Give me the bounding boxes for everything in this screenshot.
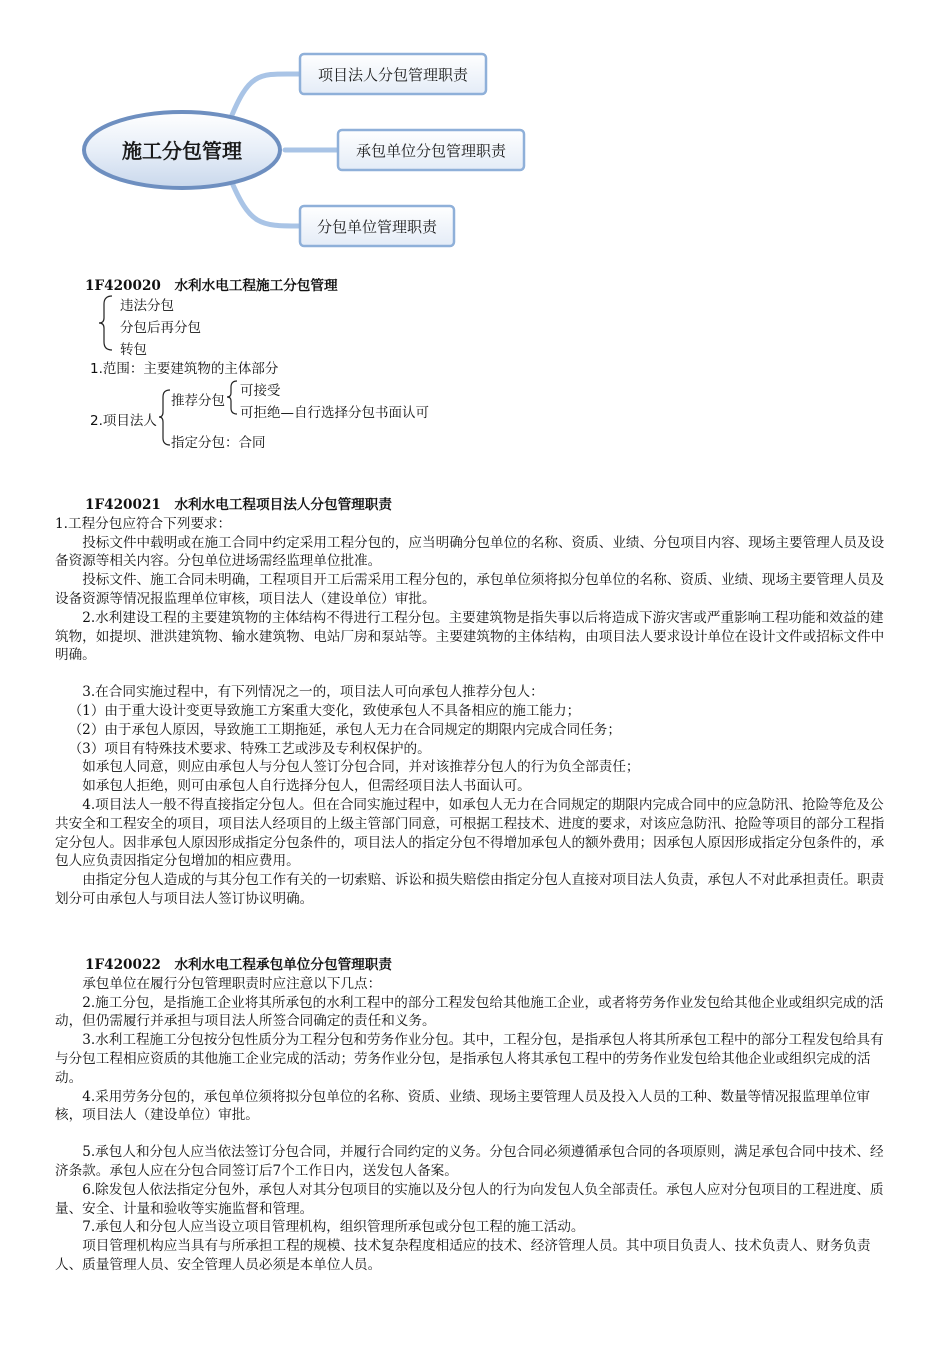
paragraph: 1.工程分包应符合下列要求： <box>55 515 232 532</box>
paragraph: （3）项目有特殊技术要求、特殊工艺或涉及专利权保护的。 <box>68 740 431 757</box>
paragraph: （1）由于重大设计变更导致施工方案重大变化，致使承包人不具备相应的施工能力； <box>68 702 581 719</box>
paragraph: 5.承包人和分包人应当依法签订分包合同，并履行合同约定的义务。分包合同必须遵循承包合同的各项原则，满足承包合同中技术、经济条款。承包人应在分包合同签订后7个工作日内，送发包人备案。 <box>55 1144 884 1179</box>
paragraph: 承包单位在履行分包管理职责时应注意以下几点： <box>82 975 382 992</box>
mindmap-center-node <box>84 112 280 188</box>
paragraph: 投标文件中载明或在施工合同中约定采用工程分包的，应当明确分包单位的名称、资质、业绩、分包项目内容、现场主要管理人员及设备资源等相关内容。分包单位进场需经监理单位批准。 <box>55 534 885 570</box>
tree-item-illegal: 转包 <box>120 342 147 358</box>
tree-item-illegal: 分包后再分包 <box>120 320 201 336</box>
paragraph: 如承包人拒绝，则可由承包人自行选择分包人，但需经项目法人书面认可。 <box>82 778 531 795</box>
section-1f420021 <box>55 496 897 909</box>
mindmap-branch-2 <box>338 130 524 170</box>
tree-item-recommend: 推荐分包 <box>171 393 225 409</box>
mindmap-branch-label: 项目法人分包管理职责 <box>317 66 469 84</box>
tree-item-illegal: 违法分包 <box>120 298 174 314</box>
tree-item-scope: 1.范围：主要建筑物的主体部分 <box>90 361 279 377</box>
mindmap-branch-1 <box>300 54 486 94</box>
paragraph: 2.施工分包，是指施工企业将其所承包的水利工程中的部分工程发包给其他施工企业，或者将劳务作业发包给其他企业或组织完成的活动，但仍需履行并承担与项目法人所签合同确定的责任和义务。 <box>55 994 884 1030</box>
section-title: 1F420021 水利水电工程项目法人分包管理职责 <box>85 497 392 513</box>
paragraph: 6.除发包人依法指定分包外，承包人对其分包项目的实施以及分包人的行为向发包人负全部责任。承包人应对分包项目的工程进度、质量、安全、计量和验收等实施监督和管理。 <box>55 1181 884 1217</box>
tree-item-designate: 指定分包：合同 <box>171 435 266 451</box>
mindmap-branch-3 <box>300 206 454 246</box>
mindmap-branch-label: 承包单位分包管理职责 <box>355 142 507 160</box>
mindmap-branch-label: 分包单位管理职责 <box>316 218 438 236</box>
paragraph: 2.水利建设工程的主要建筑物的主体结构不得进行工程分包。主要建筑物是指失事以后将造成下游灾害或严重影响工程功能和效益的建筑物，如提坝、泄洪建筑物、输水建筑物、电站厂房和泵站等。主要建筑物的主体结构，由项目法人要求设计单位在设计文件或招标文件中明确。 <box>55 609 885 664</box>
mindmap-center-label: 施工分包管理 <box>122 139 242 163</box>
paragraph: 由指定分包人造成的与其分包工作有关的一切索赔、诉讼和损失赔偿由指定分包人直接对项目法人负责，承包人不对此承担责任。职责划分可由承包人与项目法人签订协议明确。 <box>55 872 885 907</box>
tree-item-legal-person: 2.项目法人 <box>90 413 157 429</box>
paragraph: 3.在合同实施过程中，有下列情况之一的，项目法人可向承包人推荐分包人： <box>82 684 544 701</box>
paragraph: （2）由于承包人原因，导致施工工期拖延，承包人无力在合同规定的期限内完成合同任务； <box>68 721 621 738</box>
tree-item-recommend-accept: 可接受 <box>240 383 281 399</box>
tree-item-recommend-reject: 可拒绝—自行选择分包书面认可 <box>240 405 429 421</box>
brace-illegal <box>98 294 118 352</box>
paragraph: 如承包人同意，则应由承包人与分包人签订分包合同，并对该推荐分包人的行为负全部责任； <box>82 759 640 776</box>
brace-recommend <box>226 378 240 418</box>
mindmap-diagram <box>0 0 950 265</box>
paragraph: 3.水利工程施工分包按分包性质分为工程分包和劳务作业分包。其中，工程分包，是指承包人将其所承包工程中的部分工程发包给具有与分包工程相应资质的其他施工企业完成的活动；劳务作业分包，是指承包人将其承包工程中的劳务作业发包给其他企业或组织完成的活动。 <box>55 1032 884 1086</box>
section-1f420022 <box>55 956 897 1275</box>
paragraph: 项目管理机构应当具有与所承担工程的规模、技术复杂程度相适应的技术、经济管理人员。其中项目负责人、技术负责人、财务负责人、质量管理人员、安全管理人员必须是本单位人员。 <box>55 1238 871 1273</box>
paragraph: 4.采用劳务分包的，承包单位须将拟分包单位的名称、资质、业绩、现场主要管理人员及投入人员的工种、数量等情况报监理单位审核，项目法人（建设单位）审批。 <box>55 1088 870 1124</box>
mindmap <box>0 0 950 265</box>
section-title: 1F420022 水利水电工程承包单位分包管理职责 <box>85 957 392 973</box>
paragraph: 投标文件、施工合同未明确，工程项目开工后需采用工程分包的，承包单位须将拟分包单位的名称、资质、业绩、现场主要管理人员及设备资源等情况报监理单位审核，项目法人（建设单位）审批。 <box>55 572 885 607</box>
paragraph: 7.承包人和分包人应当设立项目管理机构，组织管理所承包或分包工程的施工活动。 <box>82 1219 585 1236</box>
paragraph: 4.项目法人一般不得直接指定分包人。但在合同实施过程中，如承包人无力在合同规定的期限内完成合同中的应急防汛、抢险等危及公共安全和工程安全的项目，项目法人经项目的上级主管部门同意，可根据工程技术、进度的要求，对该应急防汛、抢险等项目的部分工程指定分包人。因非承包人原因形成指定分包条件的，项目法人的指定分包不得增加承包人的额外费用；因承包人原因形成指定分包条件的，承包人应负责因指定分包增加的相应费用。 <box>55 796 885 870</box>
section-title-1f420020: 1F420020 水利水电工程施工分包管理 <box>85 278 338 294</box>
